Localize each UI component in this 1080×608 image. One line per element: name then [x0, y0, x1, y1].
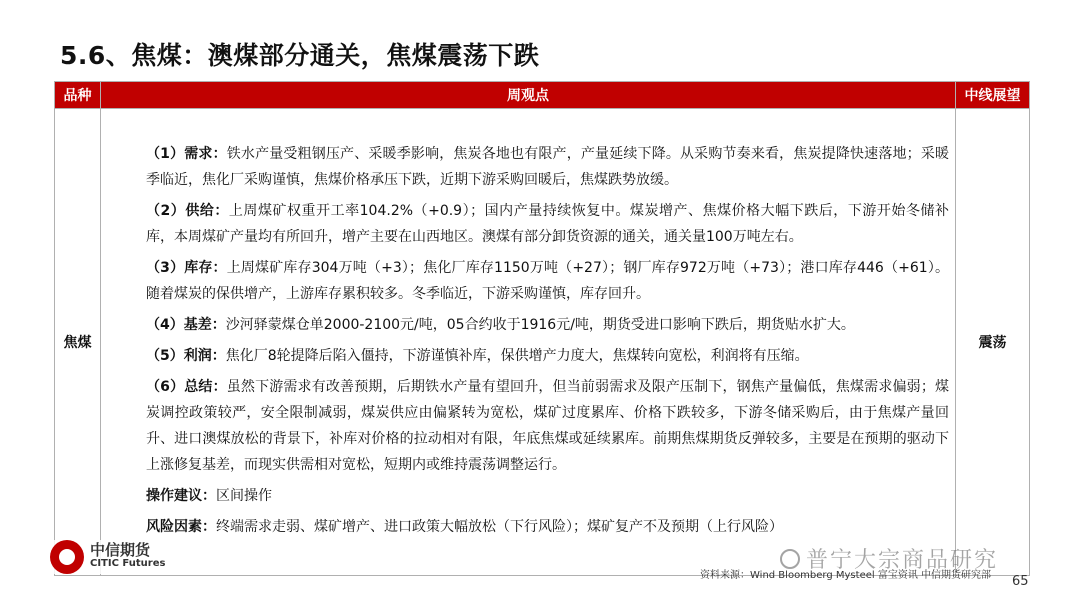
weekly-view-table — [54, 81, 1030, 576]
watermark-text: 普宁大宗商品研究 — [806, 548, 999, 573]
paragraph-heading: 操作建议： — [146, 488, 216, 504]
paragraph-heading: （2）供给： — [146, 203, 229, 219]
logo-cn-text: 中信期货 — [90, 541, 151, 559]
paragraph-supply — [146, 198, 949, 250]
page-title: 5.6、焦煤：澳煤部分通关，焦煤震荡下跌 — [60, 41, 540, 70]
paragraph-risk-factors — [146, 514, 949, 540]
paragraph-demand — [146, 141, 949, 193]
citic-logo-icon — [50, 540, 84, 574]
paragraph-operation-advice — [146, 483, 949, 509]
paragraph-inventory — [146, 255, 949, 307]
paragraph-profit — [146, 343, 949, 369]
paragraph-text: 沙河驿蒙煤仓单2000-2100元/吨，05合约收于1916元/吨，期货受进口影响下跌后，期货贴水扩大。 — [225, 317, 855, 333]
logo-en-text: CITIC Futures — [90, 558, 166, 569]
paragraph-text: 上周煤矿库存304万吨（+3）；焦化厂库存1150万吨（+27）；钢厂库存972万吨（+73）；港口库存446（+61）。随着煤炭的保供增产，上游库存累积较多。冬季临近，下游采购谨慎，库存回升。 — [146, 260, 949, 302]
paragraph-text: 终端需求走弱、煤矿增产、进口政策大幅放松（下行风险）；煤矿复产不及预期（上行风险） — [216, 519, 783, 535]
page-number: 65 — [1012, 574, 1029, 589]
paragraph-basis — [146, 312, 949, 338]
outlook-cell: 震荡 — [956, 109, 1030, 576]
paragraph-heading: （6）总结： — [146, 379, 227, 395]
paragraph-heading: （5）利润： — [146, 348, 226, 364]
citic-logo — [50, 540, 165, 574]
paragraph-text: 区间操作 — [216, 488, 272, 504]
header-category: 品种 — [55, 82, 101, 109]
paragraph-text: 虽然下游需求有改善预期，后期铁水产量有望回升，但当前弱需求及限产压制下，钢焦产量偏低，焦煤需求偏弱；煤炭调控政策较严，安全限制减弱，煤炭供应由偏紧转为宽松，煤矿过度累库、价格下跌较多，下游冬储采购后，由于焦煤产量回升、进口澳煤放松的背景下，补库对价格的拉动相对有限，年底焦煤或延续累库。前期焦煤期货反弹较多，主要是在预期的驱动下上涨修复基差，而现实供需相对宽松，短期内或维持震荡调整运行。 — [146, 379, 949, 473]
header-weekly-view: 周观点 — [101, 82, 956, 109]
paragraph-heading: （4）基差： — [146, 317, 226, 333]
table-row — [55, 109, 1030, 576]
category-cell: 焦煤 — [55, 109, 101, 576]
paragraph-text: 焦化厂8轮提降后陷入僵持，下游谨慎补库，保供增产力度大，焦煤转向宽松，利润将有压缩。 — [225, 348, 809, 364]
paragraph-heading: 风险因素： — [146, 519, 216, 535]
paragraph-summary — [146, 374, 949, 478]
source-note: 资料来源：Wind Bloomberg Mysteel 富宝资讯 中信期货研究部 — [700, 570, 992, 581]
weekly-view-cell — [101, 109, 956, 576]
paragraph-text: 上周煤矿权重开工率104.2%（+0.9）；国内产量持续恢复中。煤炭增产、焦煤价格大幅下跌后，下游开始冬储补库，本周煤矿产量均有所回升，增产主要在山西地区。澳煤有部分卸货资源的通关，通关量100万吨左右。 — [146, 203, 949, 245]
header-midterm-outlook: 中线展望 — [956, 82, 1030, 109]
table-header-row — [55, 82, 1030, 109]
paragraph-text: 铁水产量受粗钢压产、采暖季影响，焦炭各地也有限产，产量延续下降。从采购节奏来看，焦炭提降快速落地；采暖季临近，焦化厂采购谨慎，焦煤价格承压下跌，近期下游采购回暖后，焦煤跌势放缓。 — [146, 146, 949, 188]
paragraph-heading: （1）需求： — [146, 146, 227, 162]
paragraph-heading: （3）库存： — [146, 260, 227, 276]
